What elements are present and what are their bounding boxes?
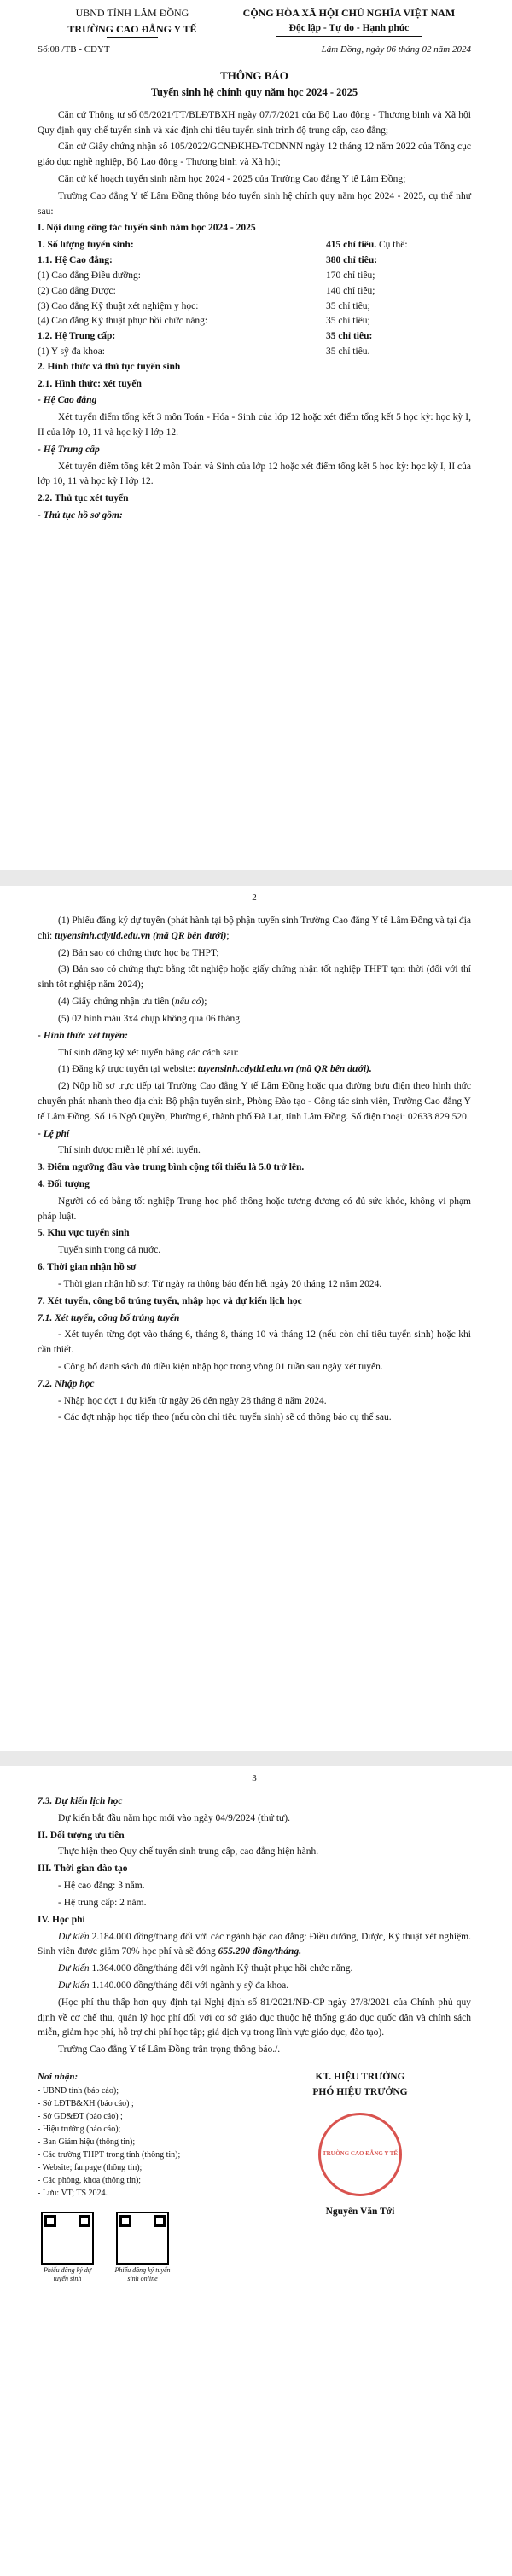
section-2-1-heading: 2.1. Hình thức: xét tuyển bbox=[38, 378, 142, 389]
section-7-1-text-a: - Xét tuyển từng đợt vào tháng 6, tháng 8, tháng 10 và tháng 12 (nếu còn chỉ tiêu tuyển sinh) hoặc khi cần thiết. bbox=[38, 1329, 471, 1356]
document-item: (1) Phiếu đăng ký dự tuyển (phát hành tại bộ phận tuyển sinh Trường Cao đẳng Y tế Lâm Đồng và tại địa chỉ: tuyensinh.cdytld.edu.vn (mã QR bên dưới); bbox=[38, 916, 472, 941]
intro-para-1: Căn cứ Thông tư số 05/2021/TT/BLĐTBXH ngày 07/7/2021 của Bộ Lao động - Thương binh và Xã hội Quy định quy chế tuyển sinh và xác định chỉ tiêu tuyển sinh trình độ trung cấp, cao đẳng; bbox=[38, 109, 471, 136]
documents-heading: - Thủ tục hồ sơ gồm: bbox=[38, 510, 123, 521]
document-item: (3) Bản sao có chứng thực bằng tốt nghiệp hoặc giấy chứng nhận tốt nghiệp THPT tạm thời (đối với thí sinh tốt nghiệp năm 2024); bbox=[38, 964, 471, 991]
fee-text: Thí sinh được miễn lệ phí xét tuyển. bbox=[58, 1145, 201, 1156]
section-7-3-heading: 7.3. Dự kiến lịch học bbox=[38, 1796, 123, 1807]
signer-role-2: PHÓ HIỆU TRƯỞNG bbox=[312, 2086, 408, 2097]
section-7-1-heading: 7.1. Xét tuyển, công bố trúng tuyển bbox=[38, 1312, 180, 1323]
college-heading: - Hệ Cao đẳng bbox=[38, 395, 97, 406]
section-7-heading: 7. Xét tuyển, công bố trúng tuyển, nhập học và dự kiến lịch học bbox=[38, 1295, 302, 1306]
place-date: Lâm Đồng, ngày 06 tháng 02 năm 2024 bbox=[321, 44, 471, 55]
website-link[interactable]: tuyensinh.cdytld.edu.vn (mã QR bên dưới). bbox=[197, 1064, 372, 1075]
quota-row: (3) Cao đẳng Kỹ thuật xét nghiệm y học: 35 chỉ tiêu; bbox=[38, 300, 370, 311]
page-1 bbox=[0, 0, 512, 870]
recipient-item: - Ban Giám hiệu (thông tin); bbox=[38, 2137, 136, 2147]
page-number: 3 bbox=[252, 1773, 257, 1783]
qr-registration[interactable]: Phiếu đăng ký dự tuyển sinh bbox=[38, 2212, 97, 2284]
tuition-rehab: Dự kiến 1.364.000 đồng/tháng đối với ngành Kỹ thuật phục hồi chức năng. bbox=[58, 1963, 353, 1974]
signer-role-1: KT. HIỆU TRƯỞNG bbox=[315, 2072, 405, 2083]
tuition-physician: Dự kiến 1.140.000 đồng/tháng đối với ngành y sỹ đa khoa. bbox=[58, 1980, 289, 1991]
tuition-college: Dự kiến 2.184.000 đồng/tháng đối với các ngành bậc cao đẳng: Điều dưỡng, Dược, Kỹ thuật xét nghiệm. Sinh viên được giảm 70% học phí và sẽ đóng 655.200 đồng/tháng. bbox=[38, 1931, 471, 1957]
tuition-heading: IV. Học phí bbox=[38, 1914, 85, 1925]
intro-para-2: Căn cứ Giấy chứng nhận số 105/2022/GCNĐKHĐ-TCDNNN ngày 12 tháng 12 năm 2022 của Tổng cục giáo dục nghề nghiệp, Bộ Lao động - Thương binh và Xã hội; bbox=[38, 142, 471, 168]
section-2-2-heading: 2.2. Thủ tục xét tuyển bbox=[38, 493, 129, 504]
recipient-item: - Hiệu trưởng (báo cáo); bbox=[38, 2124, 121, 2134]
page-gap bbox=[0, 1751, 512, 1766]
agency-name: UBND TỈNH LÂM ĐỒNG bbox=[75, 7, 189, 19]
page-gap bbox=[0, 870, 512, 886]
school-name: TRƯỜNG CAO ĐẲNG Y TẾ bbox=[67, 22, 197, 35]
recipients-list bbox=[38, 2070, 242, 2283]
recipient-item: - UBND tỉnh (báo cáo); bbox=[38, 2085, 119, 2096]
duration-intermediate: - Hệ trung cấp: 2 năm. bbox=[58, 1897, 147, 1908]
signer-block bbox=[249, 2070, 471, 2283]
qr-codes bbox=[38, 2212, 242, 2284]
recipient-item: - Các trường THPT trong tỉnh (thông tin); bbox=[38, 2149, 181, 2160]
qr-code-icon bbox=[116, 2212, 169, 2265]
document-item: (4) Giấy chứng nhận ưu tiên (nếu có); bbox=[58, 997, 207, 1008]
document-header bbox=[38, 5, 471, 38]
section-4-text: Người có có bằng tốt nghiệp Trung học phổ thông hoặc tương đương có đủ sức khỏe, không vi phạm pháp luật. bbox=[38, 1195, 471, 1222]
quota-row: 1. Số lượng tuyển sinh: 415 chỉ tiêu. Cụ thể: bbox=[38, 240, 408, 251]
qr-online-registration[interactable]: Phiếu đăng ký tuyển sinh online bbox=[113, 2212, 172, 2284]
quota-row: (1) Cao đẳng Điều dưỡng: 170 chỉ tiêu; bbox=[38, 270, 375, 281]
college-criteria: Xét tuyển điểm tổng kết 3 môn Toán - Hóa - Sinh của lớp 12 hoặc xét điểm tổng kết 5 học kỳ: học kỳ I, II của lớp 10, 11 và học kỳ I lớp 12. bbox=[38, 412, 471, 438]
signature-block bbox=[38, 2070, 471, 2283]
section-5-heading: 5. Khu vực tuyển sinh bbox=[38, 1228, 130, 1239]
quota-row: (2) Cao đẳng Dược: 140 chỉ tiêu; bbox=[38, 285, 375, 296]
signer-name: Nguyễn Văn Tới bbox=[325, 2206, 395, 2217]
section-7-2-heading: 7.2. Nhập học bbox=[38, 1378, 95, 1389]
document-subtitle: Tuyển sinh hệ chính quy năm học 2024 - 2025 bbox=[150, 86, 358, 99]
page-3 bbox=[0, 1766, 512, 2576]
quota-row: 1.1. Hệ Cao đẳng: 380 chỉ tiêu: bbox=[38, 255, 378, 266]
tuition-note: (Học phí thu thấp hơn quy định tại Nghị định số 81/2021/NĐ-CP ngày 27/8/2021 của Chính phủ quy định về cơ chế thu, quản lý học phí đối với cơ sở giáo dục thuộc hệ thống giáo dục quốc dân và chính sách miễn, giảm học phí, hỗ trợ chi phí học tập; giá dịch vụ trong lĩnh vực giáo dục, đào tạo). bbox=[38, 1997, 471, 2038]
recipient-item: - Sở GD&ĐT (báo cáo) ; bbox=[38, 2111, 123, 2121]
recipient-item: - Lưu: VT; TS 2024. bbox=[38, 2188, 108, 2198]
duration-heading: III. Thời gian đào tạo bbox=[38, 1864, 128, 1875]
recipient-item: - Website; fanpage (thông tin); bbox=[38, 2162, 143, 2172]
quota-row: (1) Y sỹ đa khoa: 35 chỉ tiêu. bbox=[38, 346, 370, 357]
quota-table bbox=[38, 238, 471, 360]
document-number: Số:08 /TB - CĐYT bbox=[38, 44, 110, 55]
quota-row: 1.2. Hệ Trung cấp: 35 chỉ tiêu: bbox=[38, 331, 373, 342]
form-intro: Thí sinh đăng ký xét tuyển bằng các cách sau: bbox=[58, 1047, 239, 1058]
intermediate-heading: - Hệ Trung cấp bbox=[38, 444, 100, 455]
recipient-item: - Các phòng, khoa (thông tin); bbox=[38, 2175, 142, 2185]
page-2 bbox=[0, 886, 512, 1751]
section-1-heading: I. Nội dung công tác tuyển sinh năm học 2024 - 2025 bbox=[38, 223, 256, 234]
closing-text: Trường Cao đẳng Y tế Lâm Đồng trân trọng thông báo./. bbox=[58, 2044, 281, 2056]
recipient-item: - Sở LĐTB&XH (báo cáo) ; bbox=[38, 2098, 134, 2108]
form-online: (1) Đăng ký trực tuyến tại website: tuyensinh.cdytld.edu.vn (mã QR bên dưới). bbox=[58, 1064, 372, 1075]
recipients-heading: Nơi nhận: bbox=[38, 2072, 79, 2083]
section-2-heading: 2. Hình thức và thủ tục tuyển sinh bbox=[38, 361, 181, 372]
quota-row: (4) Cao đẳng Kỹ thuật phục hồi chức năng: 35 chỉ tiêu; bbox=[38, 316, 370, 327]
section-6-heading: 6. Thời gian nhận hồ sơ bbox=[38, 1262, 137, 1273]
intro-para-3: Căn cứ kế hoạch tuyển sinh năm học 2024 - 2025 của Trường Cao đẳng Y tế Lâm Đồng; bbox=[58, 174, 406, 184]
priority-text: Thực hiện theo Quy chế tuyển sinh trung cấp, cao đẳng hiện hành. bbox=[58, 1846, 319, 1858]
page-number: 2 bbox=[252, 893, 257, 903]
section-3-heading: 3. Điểm ngưỡng đầu vào trung bình cộng tối thiểu là 5.0 trở lên. bbox=[38, 1162, 305, 1173]
section-4-heading: 4. Đối tượng bbox=[38, 1179, 90, 1190]
section-6-text: - Thời gian nhận hồ sơ: Từ ngày ra thông báo đến hết ngày 20 tháng 12 năm 2024. bbox=[58, 1278, 382, 1289]
intro-para-4: Trường Cao đẳng Y tế Lâm Đồng thông báo tuyển sinh hệ chính quy năm học 2024 - 2025, cụ thể như sau: bbox=[38, 190, 471, 217]
priority-heading: II. Đối tượng ưu tiên bbox=[38, 1829, 125, 1840]
document-item: (2) Bản sao có chứng thực học bạ THPT; bbox=[58, 947, 219, 958]
duration-college: - Hệ cao đẳng: 3 năm. bbox=[58, 1881, 145, 1892]
nation-name: CỘNG HÒA XÃ HỘI CHỦ NGHĨA VIỆT NAM bbox=[242, 7, 456, 19]
qr-code-icon bbox=[41, 2212, 94, 2265]
official-seal-icon: TRƯỜNG CAO ĐẲNG Y TẾ bbox=[318, 2113, 402, 2196]
section-5-text: Tuyển sinh trong cả nước. bbox=[58, 1245, 161, 1256]
documents-list bbox=[38, 914, 471, 1027]
section-7-3-text: Dự kiến bắt đầu năm học mới vào ngày 04/9/2024 (thứ tư). bbox=[58, 1812, 290, 1823]
fee-heading: - Lệ phí bbox=[38, 1128, 70, 1139]
document-item: (5) 02 hình màu 3x4 chụp không quá 06 tháng. bbox=[58, 1013, 242, 1024]
intermediate-criteria: Xét tuyển điểm tổng kết 2 môn Toán và Sinh của lớp 12 hoặc xét điểm tổng kết 5 học kỳ: học kỳ I, II của lớp 10, 11 và học kỳ I lớp 12. bbox=[38, 461, 471, 487]
document-title: THÔNG BÁO bbox=[220, 69, 288, 83]
section-7-1-text-b: - Công bố danh sách đủ điều kiện nhập học trong vòng 01 tuần sau ngày xét tuyển. bbox=[58, 1361, 383, 1372]
national-motto: Độc lập - Tự do - Hạnh phúc bbox=[288, 22, 410, 33]
form-direct: (2) Nộp hồ sơ trực tiếp tại Trường Cao đẳng Y tế Lâm Đồng hoặc qua đường bưu điện theo hình thức chuyển phát nhanh theo địa chỉ: Bộ phận tuyển sinh, Phòng Đào tạo - Công tác sinh viên, Trường Cao đẳng Y tế Lâm Đồng. Số 16 Ngô Quyền, Phường 6, thành phố Đà Lạt, tỉnh Lâm Đồng. Số điện thoại: 02633 829 520. bbox=[38, 1081, 471, 1122]
section-7-2-text-b: - Các đợt nhập học tiếp theo (nếu còn chỉ tiêu tuyển sinh) sẽ có thông báo cụ thể sau. bbox=[58, 1412, 392, 1423]
section-7-2-text-a: - Nhập học đợt 1 dự kiến từ ngày 26 đến ngày 28 tháng 8 năm 2024. bbox=[58, 1395, 327, 1406]
form-heading: - Hình thức xét tuyển: bbox=[38, 1030, 128, 1041]
